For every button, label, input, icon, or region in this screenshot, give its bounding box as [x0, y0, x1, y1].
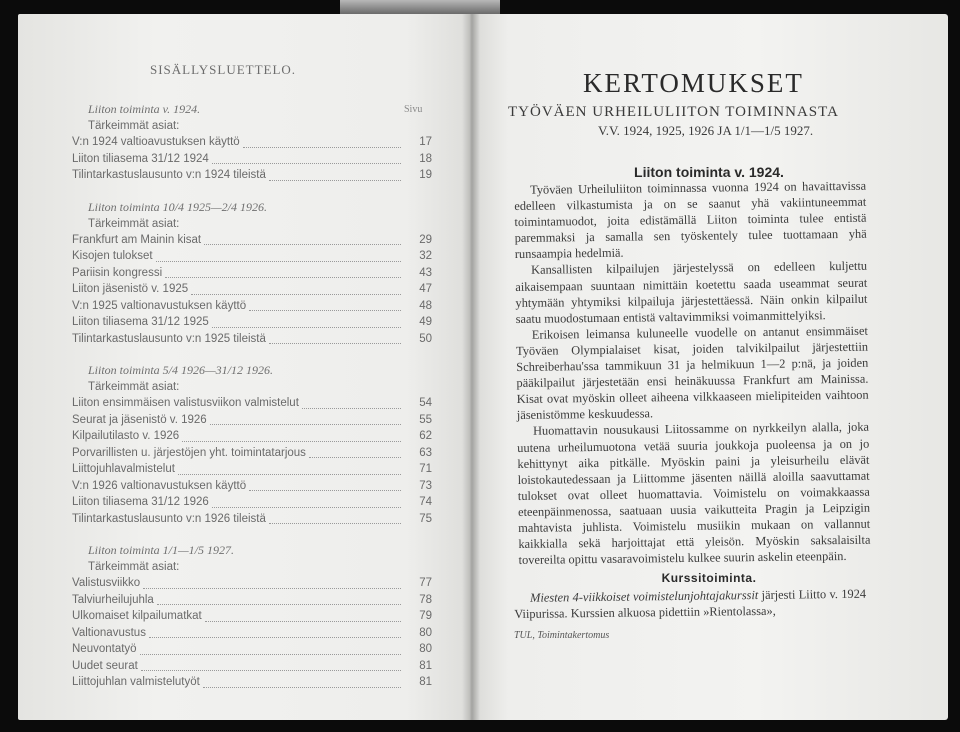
paragraph: Työväen Urheiluliiton toiminnassa vuonna 1924 on havaittavissa edelleen vilkastumista ja on se saanut yhä vakiintuneemmat toimintamuodot, joita edistämällä Liiton toiminta tulee entistä paremmaksi ja samalla sen työskentely tulee tuottamaan yhä runsaampia hedelmiä. [514, 178, 867, 262]
paragraph: Erikoisen leimansa kuluneelle vuodelle on antanut ensimmäiset Työväen Olympialaiset kisat, joiden talvikilpailut järjestettiin Schreiberhau'ssa tammikuun 31 ja helmikuun 1—2 p:nä, ja joiden pääkilpailut järjestetään ensi heinäkuussa Frankfurt am Mainissa. Kisat ovat myöskin olleet aiheena vilkkaaseen mielipiteiden vaihtoon jäsenistömme keskuudessa. [515, 323, 869, 423]
paragraph [514, 586, 866, 622]
leader-dots [309, 447, 401, 458]
toc-entry-page: 17 [419, 136, 432, 148]
toc-section [72, 361, 432, 527]
leader-dots [212, 153, 401, 164]
toc-subheading: Tärkeimmät asiat: [88, 561, 180, 573]
toc-entry-page: 81 [419, 659, 432, 672]
toc-entry-text: Porvarillisten u. järjestöjen yht. toimintatarjous [72, 446, 306, 459]
leader-dots [140, 644, 401, 655]
section-heading: Liiton toiminta v. 1924. [634, 164, 784, 180]
toc-entry-text: Liiton tiliasema 31/12 1925 [72, 316, 209, 328]
toc-section-title: Liiton toiminta 5/4 1926—31/12 1926. [88, 363, 274, 377]
toc-entry-text: Seurat ja jäsenistö v. 1926 [72, 413, 207, 426]
toc-entry-page: 47 [419, 283, 432, 295]
toc-page-column-label: Sivu [404, 104, 423, 115]
toc-entry-page: 18 [419, 152, 432, 165]
toc-entry-page: 29 [419, 233, 432, 246]
toc-entry-page: 62 [419, 430, 432, 442]
course-paragraph [514, 586, 866, 622]
toc-entry [72, 674, 432, 691]
toc-entry [72, 592, 432, 609]
toc-entry-page: 81 [419, 676, 432, 688]
toc-entry-page: 32 [419, 250, 432, 262]
toc-entry-page: 55 [419, 413, 432, 426]
section-heading: Kurssitoiminta. [661, 571, 757, 585]
toc-entry-page: 74 [419, 496, 432, 508]
toc-entry [72, 134, 432, 151]
toc-section-title: Liiton toiminta 10/4 1925—2/4 1926. [88, 199, 268, 214]
toc-entry [72, 575, 432, 592]
leader-dots [269, 333, 401, 344]
toc-entry [72, 232, 432, 249]
report-title: KERTOMUKSET [583, 68, 804, 98]
leader-dots [205, 611, 401, 622]
toc-entry-page: 48 [419, 299, 432, 312]
toc-entry [72, 494, 432, 511]
leader-dots [204, 234, 401, 245]
toc-entry [72, 281, 432, 298]
toc-entry-page: 73 [419, 479, 432, 492]
leader-dots [210, 414, 401, 425]
report-subtitle: TYÖVÄEN URHEILULIITON TOIMINNASTA [508, 104, 839, 120]
course-title: Miesten 4-viikkoiset voimistelunjohtajakurssit [530, 588, 759, 605]
toc-entry-text: Valistusviikko [72, 577, 141, 589]
toc-entry [72, 658, 432, 675]
toc-entry-text: Valtionavustus [72, 626, 146, 639]
paragraph: Huomattavin nousukausi Liitossamme on nyrkkeilyn alalla, joka uutena urheilumuotona vetää suuria joukkoja puoleensa ja on jo kehittynyt aika pitkälle. Myöskin paini ja yleisurheilu elävät loistokautedessaan ja Liittomme jäsenten näillä aloilla saavuttamat tulokset ovat olleet huomattavia. Voimistelu on voimakkaassa eteenpäinmenossa, saatuaan uusia vaikutteita Pragin ja Leipzigin mahtavista juhlista. Voimistelu musiikin mukaan on vallannut kaikkialla sekä harjoittajat että yleisön. Myöskin saksalaisilta tovereilta opittu vasaravoimistelu kulkee suurin askelin eteenpäin. [517, 420, 871, 568]
toc-entry [72, 641, 432, 658]
toc-section [72, 541, 432, 691]
toc-entry-page: 80 [419, 626, 432, 639]
toc-entry-page: 54 [419, 397, 432, 409]
toc-entry-text: Tilintarkastuslausunto v:n 1924 tileistä [72, 169, 266, 181]
toc-entry-text: Neuvontatyö [72, 643, 137, 655]
toc-entry-text: V:n 1924 valtioavustuksen käyttö [72, 136, 240, 148]
leader-dots [165, 267, 401, 278]
leader-dots [157, 594, 401, 605]
toc-entry-text: Tilintarkastuslausunto v:n 1926 tileistä [72, 512, 266, 525]
toc-entry-text: V:n 1925 valtionavustuksen käyttö [72, 299, 247, 312]
toc-subheading: Tärkeimmät asiat: [88, 120, 180, 132]
toc-entry-page: 43 [419, 266, 432, 279]
toc-entry-page: 80 [419, 643, 432, 655]
toc-entry [72, 511, 432, 528]
toc-entry [72, 298, 432, 315]
toc-entry-page: 49 [419, 316, 432, 328]
leader-dots [141, 660, 401, 671]
toc-subheading: Tärkeimmät asiat: [88, 217, 180, 230]
toc-section-title: Liiton toiminta v. 1924. [88, 102, 201, 116]
table-of-contents [72, 100, 432, 705]
leader-dots [249, 480, 401, 491]
toc-entry-page: 63 [419, 446, 432, 459]
leader-dots [143, 578, 401, 589]
toc-entry-page: 50 [419, 332, 432, 345]
leader-dots [149, 627, 401, 638]
leader-dots [212, 317, 401, 328]
leader-dots [212, 497, 401, 508]
toc-entry-page: 77 [419, 577, 432, 589]
running-footer: TUL, Toimintakertomus [514, 630, 610, 641]
toc-entry-page: 71 [419, 463, 432, 475]
toc-entry [72, 478, 432, 495]
toc-entry-text: Ulkomaiset kilpailumatkat [72, 610, 202, 622]
leader-dots [182, 431, 401, 442]
toc-entry-text: Uudet seurat [72, 659, 138, 672]
toc-entry-text: Liiton tiliasema 31/12 1926 [72, 496, 209, 508]
toc-entry-text: Liiton jäsenistö v. 1925 [72, 283, 189, 295]
toc-entry-text: Pariisin kongressi [72, 266, 163, 279]
toc-entry [72, 445, 432, 462]
leader-dots [203, 677, 401, 688]
toc-entry-page: 75 [419, 512, 432, 525]
toc-entry-text: V:n 1926 valtionavustuksen käyttö [72, 479, 247, 492]
toc-entry [72, 428, 432, 445]
toc-entry [72, 151, 432, 168]
paragraph: Kansallisten kilpailujen järjestelyssä on edelleen kuljettu aikaisempaan suuntaan nimittäin koetettu saada useammat seurat yhtymään yhtymiksi kilpailuja järjestettäessä. Näin onkin kilpailut saatu muodostumaan entistä valtavimmiksi voimanmittelyiksi. [515, 259, 868, 326]
report-dates: V.V. 1924, 1925, 1926 JA 1/1—1/5 1927. [598, 123, 814, 138]
toc-entry [72, 412, 432, 429]
scanner-edge-strip [340, 0, 500, 14]
leader-dots [269, 513, 401, 524]
leader-dots [191, 284, 401, 295]
toc-entry [72, 461, 432, 478]
toc-entry-text: Tilintarkastuslausunto v:n 1925 tileistä [72, 332, 266, 345]
leader-dots [269, 170, 401, 181]
toc-entry-text: Liittojuhlan valmistelutyöt [72, 676, 200, 688]
leader-dots [302, 398, 401, 409]
toc-entry [72, 331, 432, 348]
leader-dots [156, 251, 401, 262]
toc-entry-text: Liiton tiliasema 31/12 1924 [72, 152, 209, 165]
leader-dots [243, 137, 401, 148]
toc-heading: SISÄLLYSLUETTELO. [150, 62, 297, 77]
report-body [514, 178, 871, 569]
toc-entry [72, 314, 432, 331]
toc-section [72, 198, 432, 348]
toc-entry-text: Frankfurt am Mainin kisat [72, 233, 202, 246]
toc-subheading: Tärkeimmät asiat: [88, 381, 180, 393]
course-text: järjesti Liitto v. 1924 Viipurissa. Kurssien alkuosa pidettiin »Rientolassa», [514, 586, 867, 622]
book-gutter [462, 14, 480, 720]
toc-entry [72, 608, 432, 625]
toc-entry-page: 79 [419, 610, 432, 622]
leader-dots [249, 300, 401, 311]
toc-entry-text: Kisojen tulokset [72, 250, 153, 262]
toc-entry-page: 19 [419, 169, 432, 181]
toc-entry [72, 167, 432, 184]
leader-dots [178, 464, 401, 475]
toc-section-title: Liiton toiminta 1/1—1/5 1927. [88, 543, 235, 557]
toc-entry-page: 78 [419, 593, 432, 606]
toc-entry [72, 625, 432, 642]
toc-entry [72, 265, 432, 282]
toc-entry-text: Talviurheilujuhla [72, 593, 154, 606]
toc-entry-text: Kilpailutilasto v. 1926 [72, 430, 180, 442]
toc-entry [72, 395, 432, 412]
toc-entry-text: Liiton ensimmäisen valistusviikon valmistelut [72, 397, 299, 409]
toc-entry [72, 248, 432, 265]
toc-entry-text: Liittojuhlavalmistelut [72, 463, 175, 475]
toc-section [72, 100, 432, 184]
